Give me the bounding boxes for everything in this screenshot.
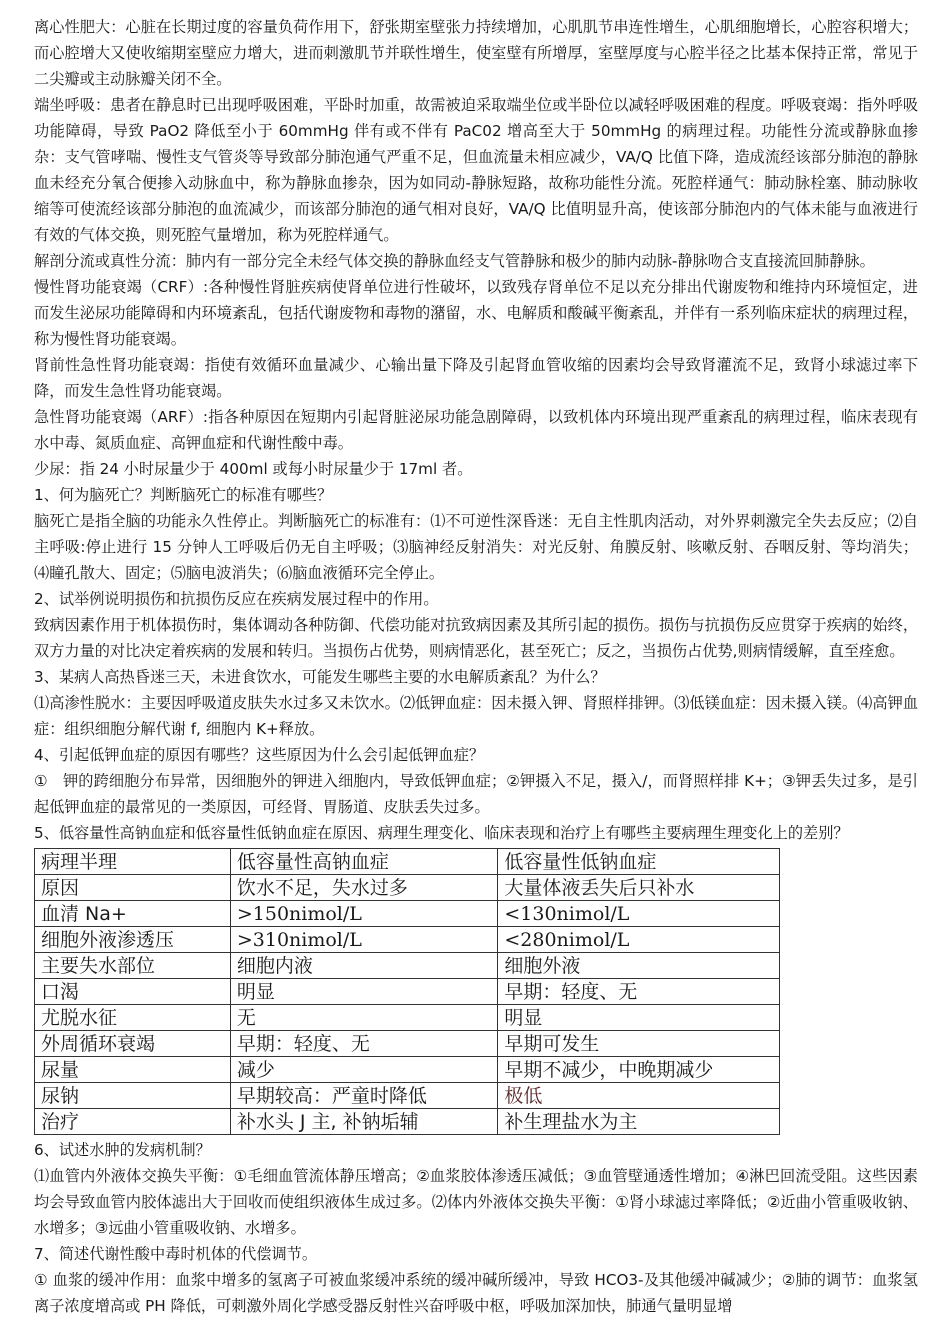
table-row — [35, 1109, 780, 1135]
comparison-table — [34, 848, 780, 1135]
question-5: 5、低容量性高钠血症和低容量性低钠血症在原因、病理生理变化、临床表现和治疗上有哪些主要病理生理变化上的差别？ — [34, 824, 849, 842]
table-header-cell: 病理半理 — [35, 849, 231, 875]
definition-oliguria: 少尿：指 24 小时尿量少于 400ml 或每小时尿量少于 17ml 者。 — [34, 460, 473, 478]
definition-prerenal-arf: 肾前性急性肾功能衰竭：指使有效循环血量减少、心输出量下降及引起肾血管收缩的因素均会导致肾灌流不足，致肾小球滤过率下降，而发生急性肾功能衰竭。 — [34, 356, 918, 400]
definition-anatomical-shunt: 解剖分流或真性分流：肺内有一部分完全未经气体交换的静脉血经支气管静脉和极少的肺内动脉-静脉吻合支直接流回肺静脉。 — [34, 252, 875, 270]
table-cell: 补生理盐水为主 — [498, 1109, 780, 1135]
table-cell: 治疗 — [35, 1109, 231, 1135]
table-cell: <130nimol/L — [498, 901, 780, 927]
table-cell: 早期较高：严童时降低 — [230, 1083, 498, 1109]
table-row — [35, 979, 780, 1005]
table-cell: 细胞内液 — [230, 953, 498, 979]
table-cell: 早期：轻度、无 — [230, 1031, 498, 1057]
answer-7: ① 血浆的缓冲作用：血浆中增多的氢离子可被血浆缓冲系统的缓冲碱所缓冲，导致 HCO3-及其他缓冲碱减少；②肺的调节：血浆氢离子浓度增高或 PH 降低，可刺激外周化学感受器反射性兴奋呼吸中枢，呼吸加深加快，肺通气量明显增 — [34, 1271, 918, 1315]
definition-crf: 慢性肾功能衰竭（CRF）:各种慢性肾脏疾病使肾单位进行性破坏，以致残存肾单位不足以充分排出代谢废物和维持内环境恒定，进而发生泌尿功能障碍和内环境紊乱，包括代谢废物和毒物的潴留，水、电解质和酸碱平衡紊乱，并伴有一系列临床症状的病理过程，称为慢性肾功能衰竭。 — [34, 278, 918, 348]
table-row — [35, 953, 780, 979]
table-cell: 细胞外液 — [498, 953, 780, 979]
table-header-cell: 低容量性低钠血症 — [498, 849, 780, 875]
table-cell: 早期：轻度、无 — [498, 979, 780, 1005]
question-6: 6、试述水肿的发病机制？ — [34, 1141, 211, 1159]
question-3: 3、某病人高热昏迷三天，未进食饮水，可能发生哪些主要的水电解质紊乱？为什么？ — [34, 668, 606, 686]
document-page — [34, 14, 918, 1319]
table-row — [35, 875, 780, 901]
table-row — [35, 1057, 780, 1083]
table-header-row — [35, 849, 780, 875]
table-cell: 主要失水部位 — [35, 953, 231, 979]
answer-1: 脑死亡是指全脑的功能永久性停止。判断脑死亡的标准有：⑴不可逆性深昏迷：无自主性肌肉活动，对外界刺激完全失去反应；⑵自主呼吸:停止进行 15 分钟人工呼吸后仍无自主呼吸；⑶脑神经反射消失：对光反射、角膜反射、咳嗽反射、吞咽反射、等均消失；⑷瞳孔散大、固定；⑸脑电波消失；⑹脑血液循环完全停止。 — [34, 512, 918, 582]
table-cell: 外周循环衰竭 — [35, 1031, 231, 1057]
definition-arf: 急性肾功能衰竭（ARF）:指各种原因在短期内引起肾脏泌尿功能急剧障碍，以致机体内环境出现严重紊乱的病理过程，临床表现有水中毒、氮质血症、高钾血症和代谢性酸中毒。 — [34, 408, 918, 452]
definition-eccentric-hypertrophy: 离心性肥大：心脏在长期过度的容量负荷作用下，舒张期室壁张力持续增加，心肌肌节串连性增生，心肌细胞增长，心腔容积增大；而心腔增大又使收缩期室壁应力增大，进而刺激肌节并联性增生，使室壁有所增厚，室壁厚度与心腔半径之比基本保持正常，常见于二尖瓣或主动脉瓣关闭不全。 — [34, 18, 918, 88]
table-cell: 明显 — [498, 1005, 780, 1031]
table-cell: 原因 — [35, 875, 231, 901]
table-cell: 口渴 — [35, 979, 231, 1005]
table-row — [35, 927, 780, 953]
question-2: 2、试举例说明损伤和抗损伤反应在疾病发展过程中的作用。 — [34, 590, 439, 608]
table-cell: 极低 — [498, 1083, 780, 1109]
answer-2: 致病因素作用于机体损伤时，集体调动各种防御、代偿功能对抗致病因素及其所引起的损伤。损伤与抗损伤反应贯穿于疾病的始终，双方力量的对比决定着疾病的发展和转归。当损伤占优势，则病情恶化，甚至死亡；反之，当损伤占优势,则病情缓解，直至痊愈。 — [34, 616, 918, 660]
table-cell: 早期可发生 — [498, 1031, 780, 1057]
table-cell: 饮水不足，失水过多 — [230, 875, 498, 901]
table-header-cell: 低容量性高钠血症 — [230, 849, 498, 875]
table-cell: 大量体液丢失后只补水 — [498, 875, 780, 901]
table-cell: 无 — [230, 1005, 498, 1031]
table-cell: <280nimol/L — [498, 927, 780, 953]
table-cell: 血清 Na+ — [35, 901, 231, 927]
table-row — [35, 1005, 780, 1031]
question-1: 1、何为脑死亡？判断脑死亡的标准有哪些？ — [34, 486, 333, 504]
table-cell: 尤脱水征 — [35, 1005, 231, 1031]
table-row — [35, 901, 780, 927]
table-cell: 减少 — [230, 1057, 498, 1083]
table-cell: 细胞外液渗透压 — [35, 927, 231, 953]
table-cell: 补水头 J 主, 补钠垢辅 — [230, 1109, 498, 1135]
table-cell: 尿量 — [35, 1057, 231, 1083]
answer-6: ⑴血管内外液体交换失平衡：①毛细血管流体静压增高；②血浆胶体渗透压减低；③血管壁通透性增加；④淋巴回流受阻。这些因素均会导致血管内胶体滤出大于回收而使组织液体生成过多。⑵体内外液体交换失平衡：①肾小球滤过率降低；②近曲小管重吸收钠、水增多；③远曲小管重吸收钠、水增多。 — [34, 1167, 918, 1237]
table-row — [35, 1083, 780, 1109]
question-7: 7、简述代谢性酸中毒时机体的代偿调节。 — [34, 1245, 318, 1263]
table-cell: 早期不减少，中晚期减少 — [498, 1057, 780, 1083]
table-cell: 明显 — [230, 979, 498, 1005]
answer-3: ⑴高渗性脱水：主要因呼吸道皮肤失水过多又未饮水。⑵低钾血症：因未摄入钾、肾照样排钾。⑶低镁血症：因未摄入镁。⑷高钾血症：组织细胞分解代谢 f, 细胞内 K+释放。 — [34, 694, 918, 738]
table-cell: >150nimol/L — [230, 901, 498, 927]
table-cell: 尿钠 — [35, 1083, 231, 1109]
definition-orthopnea-respiratory-failure: 端坐呼吸：患者在静息时已出现呼吸困难，平卧时加重，故需被迫采取端坐位或半卧位以减轻呼吸困难的程度。呼吸衰竭：指外呼吸功能障碍，导致 PaO2 降低至小于 60mmHg 伴有或不伴有 PaC02 增高至大于 50mmHg 的病理过程。功能性分流或静脉血掺杂：支气管哮喘、慢性支气管炎等导致部分肺泡通气严重不足，但血流量未相应减少，VA/Q 比值下降，造成流经该部分肺泡的静脉血未经充分氧合便掺入动脉血中，称为静脉血掺杂，因为如同动-静脉短路，故称功能性分流。死腔样通气：肺动脉栓塞、肺动脉收缩等可使流经该部分肺泡的血流减少，而该部分肺泡的通气相对良好，VA/Q 比值明显升高，使该部分肺泡内的气体未能与血液进行有效的气体交换，则死腔气量增加，称为死腔样通气。 — [34, 96, 918, 244]
table-row — [35, 1031, 780, 1057]
table-cell: >310nimol/L — [230, 927, 498, 953]
answer-4: ① 钾的跨细胞分布异常，因细胞外的钾进入细胞内，导致低钾血症；②钾摄入不足，摄入/，而肾照样排 K+；③钾丢失过多，是引起低钾血症的最常见的一类原因，可经肾、胃肠道、皮肤丢失过多。 — [34, 772, 918, 816]
question-4: 4、引起低钾血症的原因有哪些？这些原因为什么会引起低钾血症？ — [34, 746, 485, 764]
